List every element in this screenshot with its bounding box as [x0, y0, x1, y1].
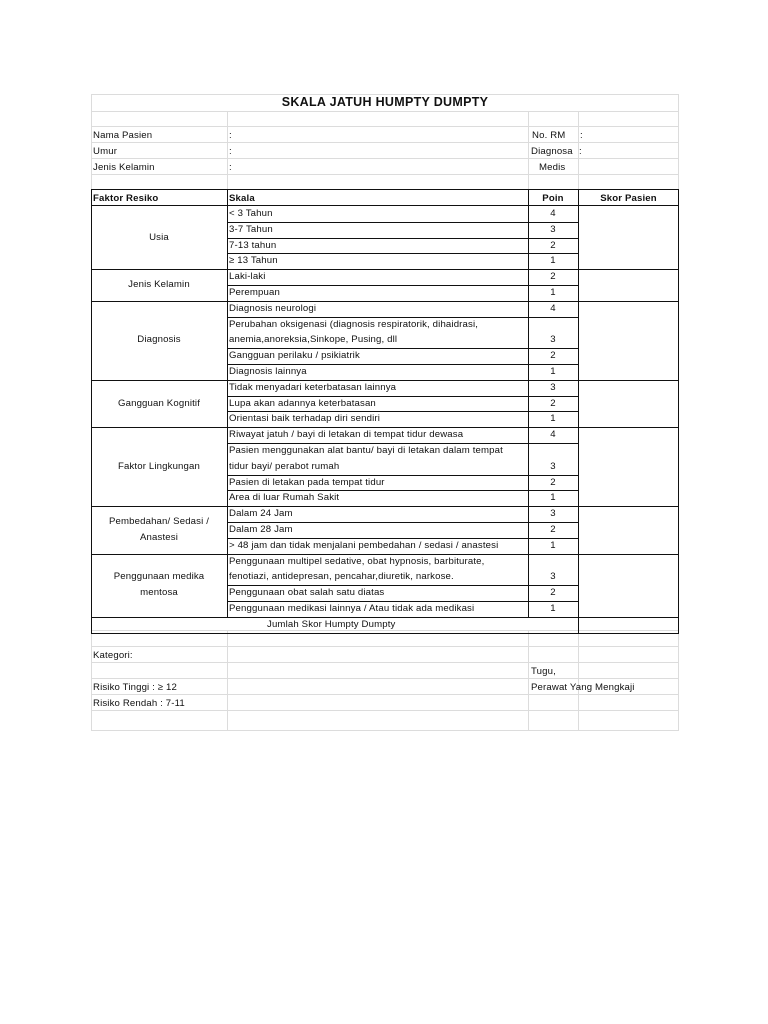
scale-item-poin: 2 [550, 524, 556, 535]
umur-colon: : [229, 146, 232, 157]
gridline-horizontal [91, 662, 679, 663]
scale-item-text: Riwayat jatuh / bayi di letakan di tempat tidur dewasa [229, 429, 464, 441]
nama-pasien-label: Nama Pasien [93, 130, 153, 141]
scale-item-poin: 1 [550, 366, 556, 377]
medis-label: Medis [539, 162, 566, 173]
table-border [91, 189, 679, 190]
header-skala: Skala [229, 193, 255, 204]
scale-item-text: Penggunaan multipel sedative, obat hypnosis, barbiturate, [229, 555, 485, 567]
gridline-horizontal [91, 126, 679, 127]
scale-item-text: Area di luar Rumah Sakit [229, 492, 340, 504]
jenis-kelamin-colon: : [229, 162, 232, 173]
scale-item-text: tidur bayi/ perabot rumah [229, 460, 340, 472]
scale-item-text: Orientasi baik terhadap diri sendiri [229, 413, 380, 425]
scale-item-text: Pasien menggunakan alat bantu/ bayi di letakan dalam tempat [229, 445, 503, 456]
perawat-label: Perawat Yang Mengkaji [531, 682, 635, 693]
jenis-kelamin-label: Jenis Kelamin [93, 162, 155, 173]
table-border [528, 206, 529, 617]
risk-factor-label: Jenis Kelamin [128, 279, 190, 291]
gridline-horizontal [91, 678, 679, 679]
scale-item-poin: 1 [550, 413, 556, 425]
risk-factor-label: Pembedahan/ Sedasi / [108, 516, 210, 528]
scale-item-text: Lupa akan adannya keterbatasan [229, 397, 376, 409]
scale-item-poin: 4 [550, 208, 556, 219]
group-divider [91, 506, 679, 507]
table-border [678, 189, 679, 206]
scale-item-poin: 1 [550, 603, 556, 614]
gridline-vertical [91, 630, 92, 731]
scale-item-text: Dalam 28 Jam [229, 524, 293, 535]
table-border [91, 189, 92, 206]
scale-item-poin: 2 [550, 397, 556, 409]
gridline-horizontal [91, 142, 679, 143]
gridline-horizontal [91, 158, 679, 159]
risk-factor-label: Faktor Lingkungan [117, 460, 201, 472]
total-score-label: Jumlah Skor Humpty Dumpty [267, 619, 396, 630]
humpty-dumpty-scale-sheet [91, 94, 679, 731]
risk-factor-label: Diagnosis [137, 334, 181, 346]
scale-item-poin: 3 [550, 571, 556, 583]
risk-factor-label: Gangguan Kognitif [117, 397, 201, 409]
table-border [578, 189, 579, 206]
scale-item-poin: 3 [550, 381, 556, 393]
scale-item-text: Dalam 24 Jam [229, 508, 293, 520]
kategori-label: Kategori: [93, 650, 133, 661]
table-border [91, 633, 679, 634]
header-faktor-resiko: Faktor Resiko [93, 193, 159, 204]
scale-item-text: > 48 jam dan tidak menjalani pembedahan / sedasi / anastesi [229, 539, 499, 551]
scale-item-poin: 2 [550, 476, 556, 488]
tugu-label: Tugu, [531, 666, 556, 677]
gridline-vertical [678, 630, 679, 731]
scale-item-poin: 3 [550, 223, 556, 235]
scale-item-text: fenotiazi, antidepresan, pencahar,diuretik, narkose. [229, 571, 454, 583]
scale-item-poin: 2 [550, 350, 556, 362]
scale-item-text: Gangguan perilaku / psikiatrik [229, 350, 360, 362]
scale-item-text: Perempuan [229, 287, 280, 298]
table-border [678, 206, 679, 633]
scale-item-poin: 1 [550, 492, 556, 504]
scale-item-text: Penggunaan medikasi lainnya / Atau tidak ada medikasi [229, 603, 475, 614]
scale-item-poin: 1 [550, 287, 556, 298]
scale-item-poin: 4 [550, 429, 556, 441]
table-border [578, 206, 579, 633]
item-divider [227, 238, 578, 239]
group-divider [91, 269, 679, 270]
diagnosa-label: Diagnosa [531, 146, 573, 157]
no-rm-colon: : [580, 130, 583, 141]
scale-item-poin: 2 [550, 271, 556, 283]
page-title: SKALA JATUH HUMPTY DUMPTY [281, 95, 489, 109]
group-divider [91, 301, 679, 302]
scale-item-text: Perubahan oksigenasi (diagnosis respiratorik, dihaidrasi, [229, 318, 479, 330]
scale-item-text: Pasien di letakan pada tempat tidur [229, 476, 385, 488]
header-skor-pasien: Skor Pasien [600, 193, 657, 204]
nama-pasien-colon: : [229, 130, 232, 141]
item-divider [227, 253, 578, 254]
scale-item-text: < 3 Tahun [229, 208, 273, 219]
scale-item-text: Diagnosis neurologi [229, 302, 317, 314]
scale-item-text: 3-7 Tahun [229, 223, 273, 235]
risk-factor-label: Penggunaan medika [113, 571, 205, 583]
gridline-horizontal [91, 111, 679, 112]
gridline-horizontal [91, 646, 679, 647]
gridline-vertical [528, 630, 529, 731]
risiko-rendah-label: Risiko Rendah : 7-11 [93, 698, 185, 709]
scale-item-text: ≥ 13 Tahun [229, 255, 278, 267]
scale-item-poin: 3 [550, 334, 556, 346]
umur-label: Umur [93, 146, 118, 157]
scale-item-poin: 1 [550, 539, 556, 551]
gridline-vertical [227, 630, 228, 731]
diagnosa-colon: : [579, 146, 582, 157]
scale-item-poin: 3 [550, 460, 556, 472]
scale-item-text: Penggunaan obat salah satu diatas [229, 587, 385, 599]
risk-factor-label: Anastesi [140, 531, 178, 543]
gridline-horizontal [91, 174, 679, 175]
scale-item-text: anemia,anoreksia,Sinkope, Pusing, dll [229, 334, 398, 346]
scale-item-text: Tidak menyadari keterbatasan lainnya [229, 381, 397, 393]
risk-factor-label: mentosa [140, 587, 178, 599]
risiko-tinggi-label: Risiko Tinggi : ≥ 12 [93, 682, 177, 693]
header-poin: Poin [542, 193, 564, 204]
scale-item-poin: 2 [550, 587, 556, 599]
scale-item-poin: 4 [550, 302, 556, 314]
no-rm-label: No. RM [532, 130, 566, 141]
gridline-horizontal [91, 730, 679, 731]
table-border [91, 205, 679, 206]
scale-item-text: Diagnosis lainnya [229, 366, 307, 377]
scale-item-poin: 3 [550, 508, 556, 520]
table-border [227, 206, 228, 617]
table-border [227, 189, 228, 206]
scale-item-text: Laki-laki [229, 271, 266, 283]
table-border [91, 206, 92, 633]
scale-item-poin: 1 [550, 255, 556, 267]
scale-item-poin: 2 [550, 239, 556, 251]
scale-item-text: 7-13 tahun [229, 239, 277, 251]
risk-factor-label: Usia [149, 231, 169, 243]
item-divider [227, 222, 578, 223]
table-border [528, 189, 529, 206]
